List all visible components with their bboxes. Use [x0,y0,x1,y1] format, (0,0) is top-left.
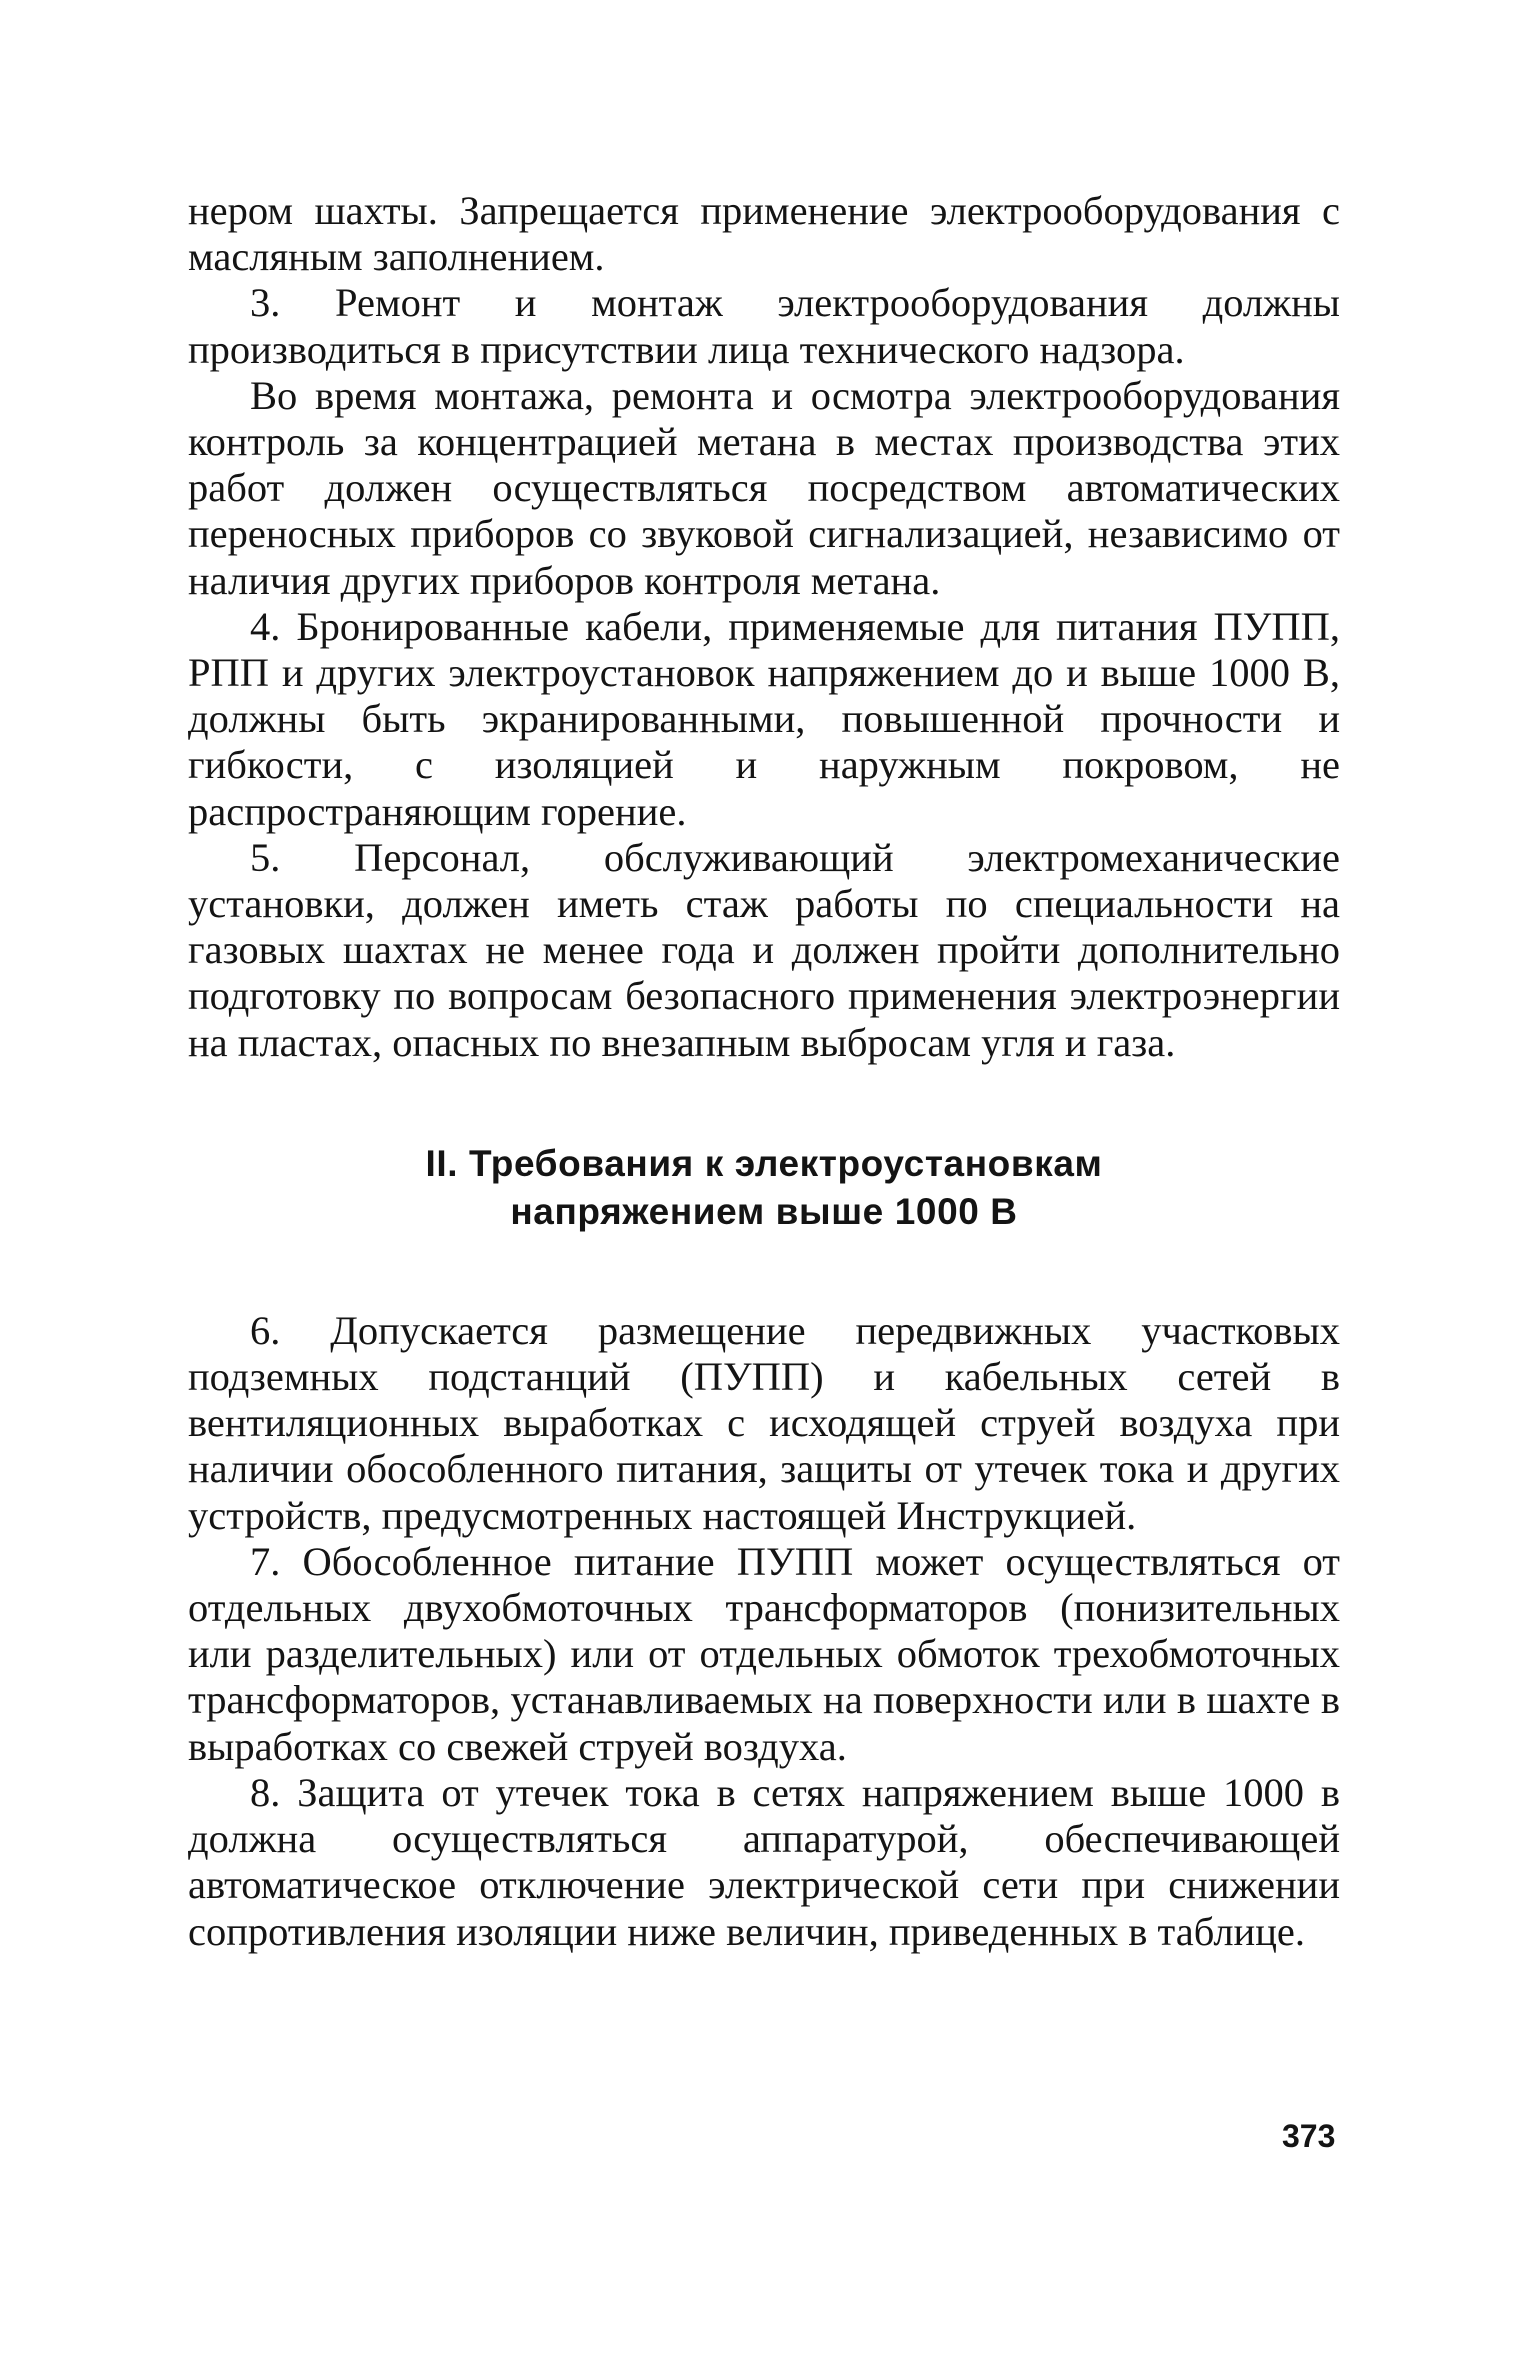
section-heading [188,1140,1340,1236]
paragraph-item-3: 3. Ремонт и монтаж электрооборудования должны производиться в присутствии лица технического надзора. [188,280,1340,372]
paragraph-methane-control: Во время монтажа, ремонта и осмотра электрооборудования контроль за концентрацией метана в местах производства этих работ должен осуществляться посредством автоматических переносных приборов со звуковой сигнализацией, независимо от наличия других приборов контроля метана. [188,372,1340,603]
paragraph-item-8: 8. Защита от утечек тока в сетях напряжением выше 1000 в должна осуществляться аппаратурой, обеспечивающей автоматическое отключение электрической сети при снижении сопротивления изоляции ниже величин, приведенных в таблице. [188,1769,1340,1954]
paragraph-item-6: 6. Допускается размещение передвижных участковых подземных подстанций (ПУПП) и кабельных сетей в вентиляционных выработках с исходящей струей воздуха при наличии обособленного питания, защиты от утечек тока и других устройств, предусмотренных настоящей Инструкцией. [188,1307,1340,1538]
paragraph-item-7: 7. Обособленное питание ПУПП может осуществляться от отдельных двухобмоточных трансформаторов (понизительных или разделительных) или от отдельных обмоток трехобмоточных трансформаторов, устанавливаемых на поверхности или в шахте в выработках со свежей струей воздуха. [188,1538,1340,1769]
page-number: 373 [1282,2118,1336,2154]
section-heading-line-2: напряжением выше 1000 В [510,1190,1018,1232]
document-page [188,188,1340,1955]
paragraph-continuation: нером шахты. Запрещается применение электрооборудования с масляным заполнением. [188,188,1340,280]
paragraph-item-5: 5. Персонал, обслуживающий электромеханические установки, должен иметь стаж работы по специальности на газовых шахтах не менее года и должен пройти дополнительно подготовку по вопросам безопасного применения электроэнергии на пластах, опасных по внезапным выбросам угля и газа. [188,834,1340,1065]
paragraph-item-4: 4. Бронированные кабели, применяемые для питания ПУПП, РПП и других электроустановок напряжением до и выше 1000 В, должны быть экранированными, повышенной прочности и гибкости, с изоляцией и наружным покровом, не распространяющим горение. [188,603,1340,834]
section-heading-line-1: II. Требования к электроустановкам [425,1142,1103,1184]
